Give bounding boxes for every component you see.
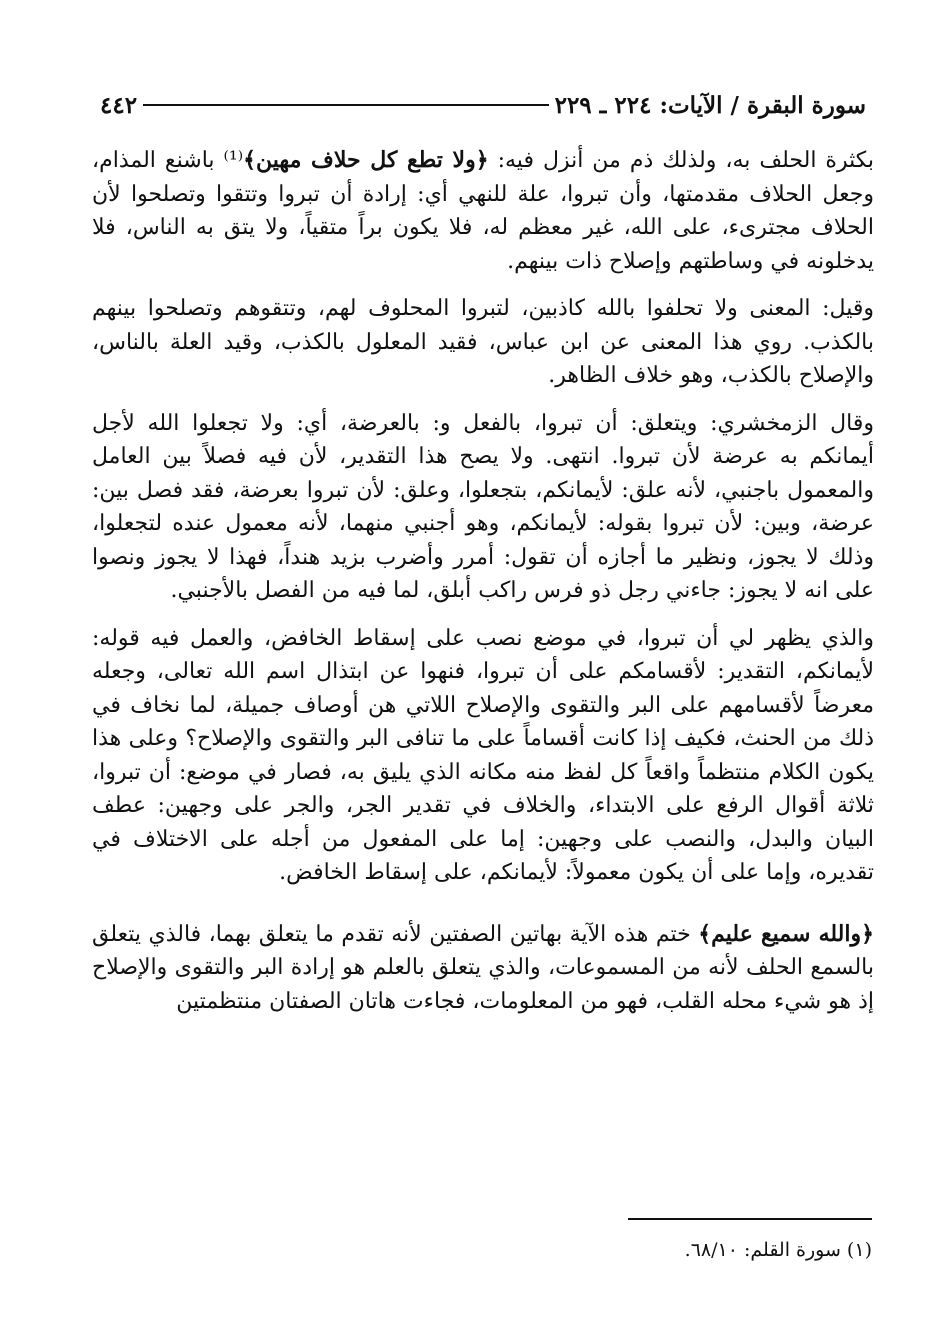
quran-quote-2: ﴿والله سميع عليم﴾ <box>698 920 875 947</box>
quran-quote-1: ﴿ولا تطع كل حلاف مهين﴾ <box>243 147 489 173</box>
paragraph-1 <box>92 144 874 278</box>
page-header <box>92 88 872 122</box>
paragraph-2-text: وقيل: المعنى ولا تحلفوا بالله كاذبين، لتبروا المحلوف لهم، وتتقوهم وتصلحوا بينهم بالكذب. روي هذا المعنى عن ابن عباس، فقيد المعلول بالكذب، وقيد العلة بالناس، والإصلاح بالكذب، وهو خلاف الظاهر. <box>92 296 874 388</box>
page-number: ٤٤٢ <box>100 91 138 119</box>
paragraph-1-rest: ⁽¹⁾ باشنع المذام، وجعل الحلاف مقدمتها، وأن تبروا، علة للنهي أي: إرادة أن تبروا وتتقوا وتصلحوا لأن الحلاف مجترىء، على الله، غير معظم له، فلا يكون براً متقياً، ولا يتق به الناس، فلا يدخلونه في وساطتهم وإصلاح ذات بينهم. <box>92 148 874 274</box>
paragraph-3 <box>92 407 874 608</box>
paragraph-3-text: وقال الزمخشري: ويتعلق: أن تبروا، بالفعل و: بالعرضة، أي: ولا تجعلوا الله لأجل أيمانكم به عرضة لأن تبروا. انتهى. ولا يصح هذا التقدير، لأن فيه فصلاً بين العامل والمعمول باجنبي، لأنه علق: لأيمانكم، بتجعلوا، وعلق: لأن تبروا بعرضة، فقد فصل بين: عرضة، وبين: لأن تبروا بقوله: لأيمانكم، وهو أجنبي منهما، لأنه معمول عنده لتجعلوا، وذلك لا يجوز، ونظير ما أجازه أن تقول: أمرر وأضرب بزيد هنداً، فهذا لا يجوز ونصوا على انه لا يجوز: جاءني رجل ذو فرس راكب أبلق، لما فيه من الفصل بالأجنبي. <box>92 410 874 603</box>
footnote-rule <box>628 1218 872 1220</box>
paragraph-2 <box>92 292 874 393</box>
body-text <box>92 144 874 1032</box>
paragraph-4 <box>92 622 874 890</box>
paragraph-5-rest: ختم هذه الآية بهاتين الصفتين لأنه تقدم ما يتعلق بهما، فالذي يتعلق بالسمع الحلف لأنه من المسموعات، والذي يتعلق بالعلم هو إرادة البر والتقوى والإصلاح إذ هو شيء محله القلب، فهو من المعلومات، فجاءت هاتان الصفتان منتظمتين <box>92 921 874 1014</box>
running-title: سورة البقرة / الآيات: ٢٢٤ ـ ٢٢٩ <box>554 91 866 119</box>
paragraph-1-lead: بكثرة الحلف به، ولذلك ذم من أنزل فيه: <box>488 148 875 173</box>
footnote: (١) سورة القلم: ٦٨/١٠. <box>684 1239 872 1261</box>
paragraph-5 <box>92 918 874 1019</box>
header-rule <box>143 104 549 106</box>
paragraph-4-text: والذي يظهر لي أن تبروا، في موضع نصب على إسقاط الخافض، والعمل فيه قوله: لأيمانكم، التقدير: لأقسامكم على أن تبروا، فنهوا عن ابتذال اسم الله تعالى، وجعله معرضاً لأقسامهم على البر والتقوى والإصلاح اللاتي هن أوصاف جميلة، لما نخاف في ذلك من الحنث، فكيف إذا كانت أقساماً على ما تنافى البر والتقوى والإصلاح؟ وعلى هذا يكون الكلام منتظماً واقعاً كل لفظ منه مكانه الذي يليق به، فصار في موضع: أن تبروا، ثلاثة أقوال الرفع على الابتداء، والخلاف في تقدير الجر، والجر على وجهين: عطف البيان والبدل، والنصب على وجهين: إما على المفعول من أجله على الاختلاف في تقديره، وإما على أن يكون معمولاً: لأيمانكم، على إسقاط الخافض. <box>92 625 874 885</box>
